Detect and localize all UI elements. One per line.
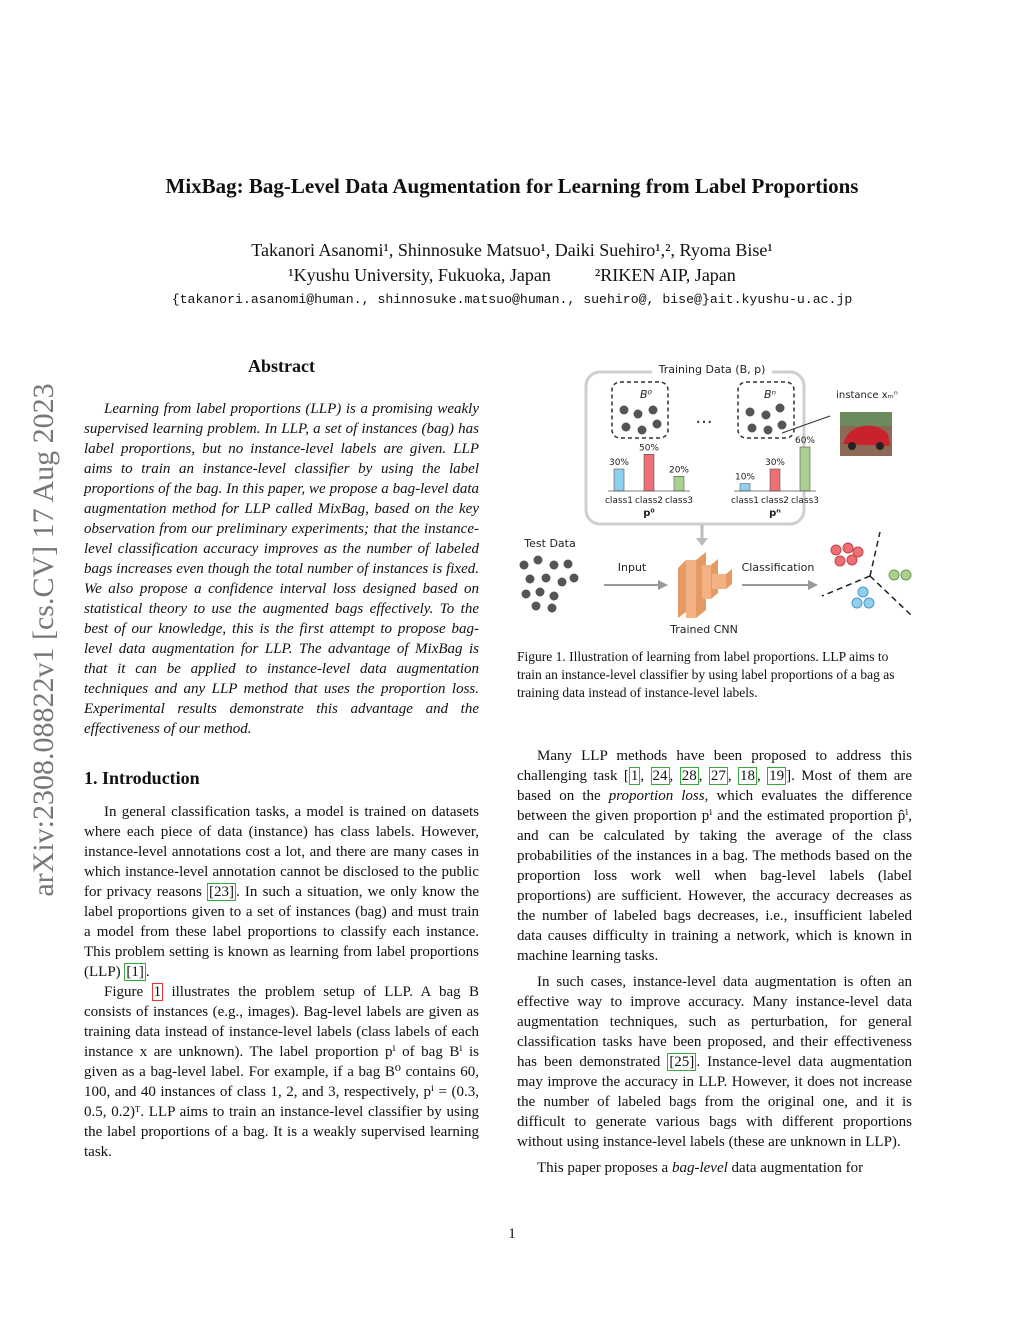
cnn-icon (678, 552, 732, 618)
p0-value-label: 20% (668, 465, 690, 476)
p0-bar-class3 (674, 476, 684, 491)
bag-0-label: B⁰ (640, 388, 652, 401)
classification-arrowhead (808, 580, 818, 590)
pn-value-label: 60% (794, 436, 816, 446)
intro-paragraph-1: In general classification tasks, a model is trained on datasets where each piece of data (instance) has class labels. However, instance-level annotations cost a lot, and there are many cases in which instance-level annotation cannot be disclosed to the public for privacy reasons [23] . In such a situation, we only know the label proportions given to a set of instances (bag) and must train a model from these label proportions to classify each instance. This problem setting is known as learning from label proportions (LLP) [1] . (84, 804, 479, 980)
citation-link[interactable]: [23] (208, 884, 234, 900)
affiliation-1: ¹Kyushu University, Fukuoka, Japan (288, 265, 551, 285)
citation-link[interactable]: 18 (739, 768, 755, 784)
class1-cluster (852, 587, 874, 608)
affiliation-2: ²RIKEN AIP, Japan (594, 265, 736, 285)
class2-cluster (831, 543, 863, 566)
right-column (517, 648, 912, 1178)
citation-link[interactable]: [1] (126, 964, 144, 980)
class3-cluster (889, 570, 911, 580)
test-data-instances (520, 556, 579, 613)
pn-category-label: class1 (730, 496, 760, 506)
p0-value-label: 50% (638, 443, 660, 454)
right-paragraph-1: Many LLP methods have been proposed to address this challenging task [ 1 , 24 , 28 , 27 , 18 , 19 ]. Most of them are based on the proportion loss, which evaluates the difference between the given proportion pⁱ and the estimated proportion p̂ⁱ, and can be calculated by taking the average of the class probabilities of the instances in a bag. The methods based on the proportion loss work well when bag-level labels (label proportions) are sufficient. However, the accuracy decreases as the number of labeled bags decreases, i.e., insufficient labeled data causes difficulty in training a network, which is known in machine learning tasks. (517, 748, 913, 964)
input-arrowhead (658, 580, 668, 590)
bag-n-label: Bⁿ (764, 388, 776, 401)
bag-ellipsis: ··· (695, 412, 713, 433)
abstract-heading: Abstract (248, 356, 315, 376)
paper-title: MixBag: Bag-Level Data Augmentation for Learning from Label Proportions (165, 174, 859, 198)
input-label: Input (617, 561, 647, 574)
trained-cnn-label: Trained CNN (670, 623, 738, 636)
citation-link[interactable]: 28 (681, 768, 697, 784)
pn-category-label: class2 (760, 496, 790, 506)
pn-value-label: 30% (764, 458, 786, 468)
p0-bar-class1 (614, 469, 624, 491)
p0-category-label: class3 (664, 496, 694, 506)
figure-1-caption: Figure 1. Illustration of learning from label proportions. LLP aims to train an instance-level classifier by using label proportions of a bag as training data instead of instance-level labels. (517, 649, 895, 700)
classification-label: Classification (741, 561, 815, 574)
instance-label: instance xₘⁿ (836, 390, 898, 401)
right-paragraph-2: In such cases, instance-level data augmentation is often an effective way to improve accuracy. Many instance-level data augmentation techniques, such as perturbation, for general classification tasks have been proposed, and their effectiveness has been demonstrated [25] . Instance-level data augmentation may improve the accuracy in LLP. However, it does not increase the number of labeled bags from the original one, and it is difficult to generate various bags with different proportions without using instance-level labels (these are unknown in LLP). (517, 974, 912, 1150)
p0-chart-title: p⁰ (643, 508, 655, 519)
pn-value-label: 10% (734, 472, 756, 483)
author-emails: {takanori.asanomi@human., shinnosuke.matsuo@human., suehiro@, bise@}ait.kyushu-u.ac.jp (171, 292, 853, 307)
test-data-label: Test Data (524, 537, 576, 550)
p0-category-label: class2 (634, 496, 664, 506)
car-image-icon (840, 412, 892, 456)
p0-bar-class2 (644, 454, 654, 491)
training-data-label: Training Data (B, p) (658, 363, 766, 376)
intro-paragraph-2: Figure 1 illustrates the problem setup of LLP. A bag B consists of instances (e.g., images). Bag-level labels are given as training data instead of instance-level labels (class labels of each instance x are unknown). The label proportion pⁱ of bag Bⁱ is given as a bag-level label. For example, if a bag B⁰ contains 60, 100, and 40 instances of class 1, 2, and 3, respectively, pⁱ = (0.3, 0.5, 0.2)ᵀ. LLP aims to train an instance-level classifier by using the label proportions of a bag. It is a weakly supervised learning task. (84, 984, 479, 1160)
right-paragraph-3: This paper proposes a bag-level data augmentation for (537, 1160, 864, 1176)
citation-group: [ 1 , 24 , 28 , 27 , 18 , 19 ] (623, 768, 792, 784)
pn-category-label: class3 (790, 496, 820, 506)
affiliations (0, 265, 1024, 286)
citation-link[interactable]: [25] (669, 1054, 695, 1070)
pn-chart-title: pⁿ (769, 508, 781, 519)
citation-link[interactable]: 19 (769, 768, 785, 784)
pn-bar-class3 (800, 447, 810, 491)
figure-reference-link[interactable]: 1 (153, 984, 162, 1000)
citation-link[interactable]: 1 (630, 768, 639, 784)
author-list: Takanori Asanomi¹, Shinnosuke Matsuo¹, Daiki Suehiro¹,², Ryoma Bise¹ (251, 240, 773, 260)
train-to-cnn-arrowhead (696, 538, 708, 546)
abstract-text: Learning from label proportions (LLP) is a promising weakly supervised learning problem. In LLP, a set of instances (bag) has label proportions, but no instance-level labels are given. LLP aims to train an instance-level classifier by using the label proportions of the bag. In this paper, we propose a bag-level data augmentation method for LLP called MixBag, based on the key observation from our preliminary experiments; that the instance-level classification accuracy improves as the number of labeled bags increases even though the total number of instances is fixed. We also propose a confidence interval loss designed based on statistical theory to use the augmented bags effectively. To the best of our knowledge, this is the first attempt to propose bag-level data augmentation for LLP. The advantage of MixBag is that it can be applied to instance-level data augmentation techniques and any LLP method that uses the proportion loss. Experimental results demonstrate this advantage and the effectiveness of our method. (84, 401, 479, 737)
introduction-heading: 1. Introduction (84, 768, 200, 788)
citation-link[interactable]: 27 (710, 768, 726, 784)
arxiv-stamp: arXiv:2308.08822v1 [cs.CV] 17 Aug 2023 (27, 383, 60, 897)
p0-category-label: class1 (604, 496, 634, 506)
left-column (84, 356, 479, 1162)
pn-bar-class2 (770, 469, 780, 491)
pn-bar-class1 (740, 484, 750, 491)
p0-value-label: 30% (608, 458, 630, 468)
page-number: 1 (508, 1226, 516, 1242)
figure-1 (512, 360, 922, 642)
citation-link[interactable]: 24 (652, 768, 668, 784)
